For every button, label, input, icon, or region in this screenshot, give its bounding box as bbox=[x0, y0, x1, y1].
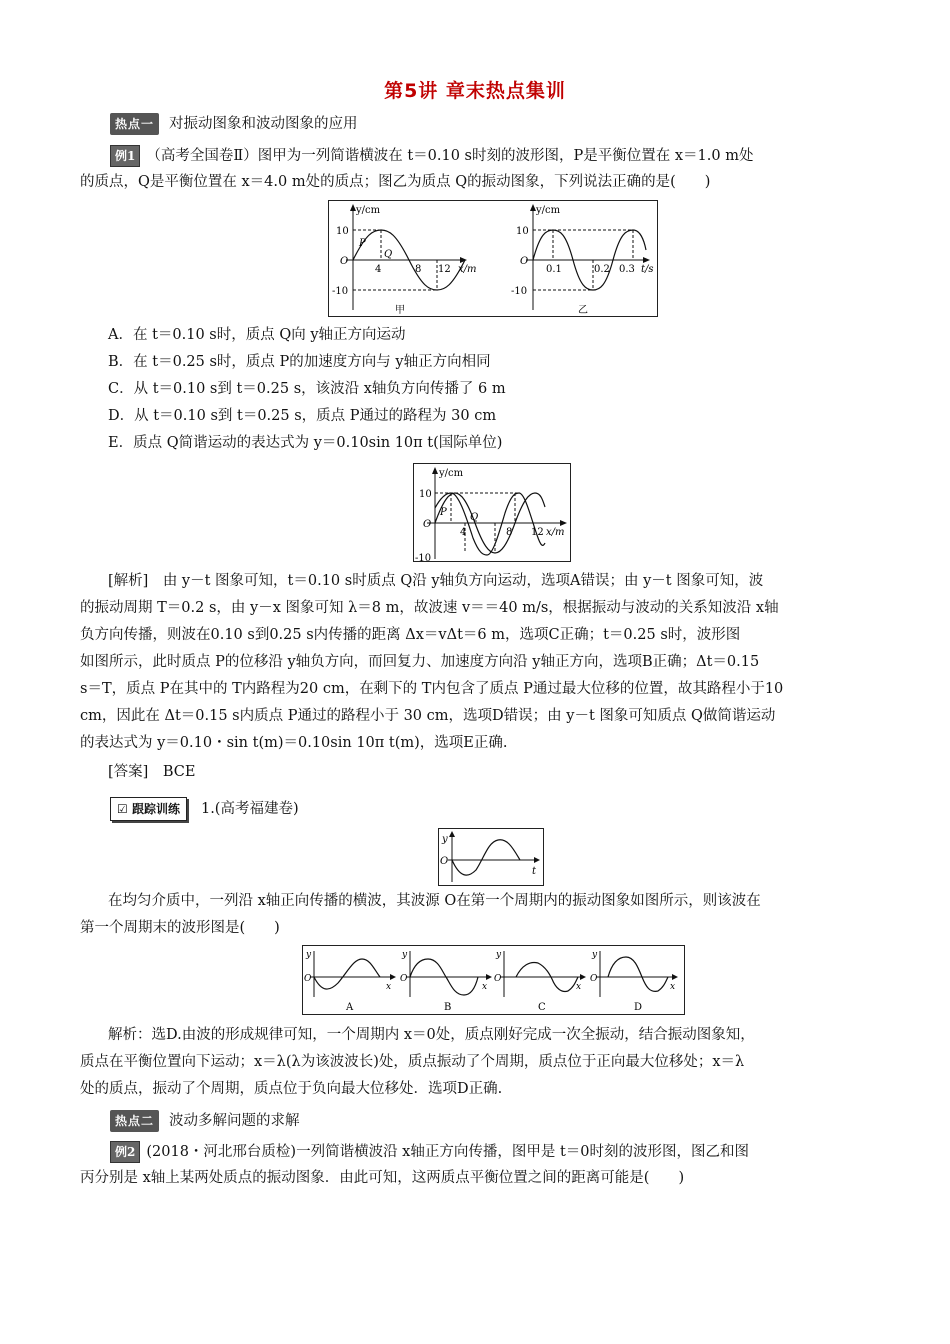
source-y-arrow bbox=[449, 831, 455, 837]
example-2-badge: 例2 bbox=[110, 1141, 140, 1163]
option-d: D．从 t＝0.10 s到 t＝0.25 s，质点 P通过的路程为 30 cm bbox=[108, 408, 497, 424]
analysis-1-line-5: s＝T，质点 P在其中的 T内路程为20 cm，在剩下的 T内包含了质点 P通过最大位移的位置，故其路程小于10 bbox=[80, 681, 784, 697]
check-icon: ☑ bbox=[117, 802, 128, 816]
practice-line-2: 第一个周期末的波形图是( ) bbox=[80, 920, 280, 936]
wave-curve-current bbox=[435, 493, 545, 555]
figure-source-vibration bbox=[438, 828, 544, 886]
example-2-line-1 bbox=[110, 1141, 910, 1163]
analysis-1-line-7: 的表达式为 y＝0.10・sin t(m)＝0.10sin 10π t(m)，选项E正确. bbox=[80, 735, 508, 751]
practice-line-1: 在均匀介质中，一列沿 x轴正向传播的横波，其波源 O在第一个周期内的振动图象如图所示，则该波在 bbox=[108, 893, 761, 909]
jia-tick-3: 12 bbox=[438, 264, 451, 275]
wave-x-arrow bbox=[560, 520, 567, 526]
choice-d-label: D bbox=[634, 1002, 643, 1013]
practice-analysis-2: 质点在平衡位置向下运动；x＝λ(λ为该波波长)处，质点振动了个周期，质点位于正向最大位移处；x＝λ bbox=[80, 1054, 745, 1070]
example-1-badge: 例1 bbox=[110, 145, 140, 167]
choice-d-y: y bbox=[592, 950, 598, 960]
hotspot-2-badge: 热点二 bbox=[110, 1110, 159, 1132]
wave-tick-3: 12 bbox=[531, 527, 544, 538]
practice-item: 1.(高考福建卷) bbox=[200, 801, 299, 817]
analysis-1-line-6: cm，因此在 Δt＝0.15 s内质点 P通过的路程小于 30 cm，选项D错误；由 y－t 图象可知质点 Q做简谐运动 bbox=[80, 708, 776, 724]
yi-x-arrow bbox=[643, 257, 650, 263]
hotspot-1-heading bbox=[110, 113, 910, 135]
yi-origin: O bbox=[520, 256, 529, 267]
jia-origin: O bbox=[340, 256, 349, 267]
analysis-1-line-4: 如图所示，此时质点 P的位移沿 y轴负方向，而回复力、加速度方向沿 y轴正方向，选项B正确；Δt＝0.15 bbox=[80, 654, 760, 670]
option-c: C．从 t＝0.10 s到 t＝0.25 s，该波沿 x轴负方向传播了 6 m bbox=[108, 381, 506, 397]
answer-1: [答案] BCE bbox=[108, 764, 196, 780]
choice-b-origin: O bbox=[400, 974, 408, 984]
example-1-line-2: 的质点，Q是平衡位置在 x＝4.0 m处的质点；图乙为质点 Q的振动图象，下列说法正确的是( ) bbox=[80, 174, 711, 190]
wave-origin: O bbox=[423, 519, 432, 530]
page-title: 第5讲 章末热点集训 bbox=[384, 80, 566, 102]
jia-ylabel: y/cm bbox=[356, 205, 381, 216]
example-2-line-2: 丙分别是 x轴上某两处质点的振动图象．由此可知，这两质点平衡位置之间的距离可能是( ) bbox=[80, 1170, 685, 1186]
choice-a-origin: O bbox=[304, 974, 312, 984]
choice-b-x-arrow bbox=[486, 974, 492, 980]
yi-xlabel: t/s bbox=[641, 264, 654, 275]
wave-ypos: 10 bbox=[419, 489, 432, 500]
source-frame bbox=[439, 829, 544, 886]
choice-b-y: y bbox=[402, 950, 408, 960]
choice-d-x-arrow bbox=[672, 974, 678, 980]
option-e: E．质点 Q简谐运动的表达式为 y＝0.10sin 10π t(国际单位) bbox=[108, 435, 503, 451]
choice-d-curve bbox=[608, 957, 668, 991]
choice-a-x-arrow bbox=[390, 974, 396, 980]
waveform-frame bbox=[414, 464, 571, 562]
choice-b-graph bbox=[400, 950, 492, 1013]
wave-tick-1: 4 bbox=[460, 527, 467, 538]
option-a: A．在 t＝0.10 s时，质点 Q向 y轴正方向运动 bbox=[108, 327, 406, 343]
wave-xlabel: x/m bbox=[546, 527, 565, 538]
hotspot-1-title: 对振动图象和波动图象的应用 bbox=[169, 116, 358, 132]
jia-point-p: P bbox=[359, 238, 366, 249]
yi-caption: 乙 bbox=[578, 305, 588, 316]
hotspot-2-title: 波动多解问题的求解 bbox=[169, 1113, 300, 1129]
practice-badge-label: 跟踪训练 bbox=[131, 802, 180, 816]
hotspot-1-badge: 热点一 bbox=[110, 113, 159, 135]
source-t-arrow bbox=[534, 857, 540, 863]
example-1-line-1 bbox=[110, 145, 910, 167]
jia-tick-1: 4 bbox=[375, 264, 382, 275]
choice-c-x: x bbox=[576, 982, 582, 992]
yi-tick-1: 0.1 bbox=[546, 264, 562, 275]
yi-yneg: -10 bbox=[511, 286, 528, 297]
jia-tick-2: 8 bbox=[415, 264, 422, 275]
practice-heading bbox=[110, 797, 910, 821]
hotspot-2-heading bbox=[110, 1110, 910, 1132]
choice-a-graph bbox=[304, 950, 396, 1013]
figure-jia-yi bbox=[328, 200, 658, 318]
wave-tick-2: 8 bbox=[506, 527, 513, 538]
example-1-text-1: （高考全国卷Ⅱ）图甲为一列简谐横波在 t＝0.10 s时刻的波形图，P是平衡位置在 x＝1.0 m处 bbox=[146, 148, 754, 164]
choice-c-label: C bbox=[538, 1002, 546, 1013]
choice-c-x-arrow bbox=[580, 974, 586, 980]
jia-caption: 甲 bbox=[395, 305, 405, 316]
choice-a-label: A bbox=[346, 1002, 354, 1013]
wave-point-q: Q bbox=[470, 512, 479, 523]
choice-c-y: y bbox=[496, 950, 502, 960]
choice-a-curve bbox=[314, 959, 380, 989]
yi-ypos: 10 bbox=[516, 226, 529, 237]
choice-b-x: x bbox=[482, 982, 488, 992]
graph-jia bbox=[332, 204, 477, 316]
analysis-1-line-1: [解析] 由 y－t 图象可知，t＝0.10 s时质点 Q沿 y轴负方向运动，选项A错误；由 y－t 图象可知，波 bbox=[108, 573, 764, 589]
yi-tick-2: 0.2 bbox=[594, 264, 610, 275]
source-ylabel: y bbox=[442, 834, 448, 845]
option-b: B．在 t＝0.25 s时，质点 P的加速度方向与 y轴正方向相同 bbox=[108, 354, 491, 370]
source-curve bbox=[452, 840, 520, 875]
practice-badge bbox=[110, 797, 187, 821]
choice-d-x: x bbox=[670, 982, 676, 992]
source-tlabel: t bbox=[532, 866, 537, 877]
choice-d-origin: O bbox=[590, 974, 598, 984]
choice-d-graph bbox=[590, 950, 678, 1013]
jia-ypos: 10 bbox=[336, 226, 349, 237]
figure-frame bbox=[329, 201, 658, 317]
jia-yneg: -10 bbox=[332, 286, 349, 297]
practice-analysis-3: 处的质点，振动了个周期，质点位于负向最大位移处．选项D正确. bbox=[80, 1081, 503, 1097]
example-2-text-1: (2018・河北邢台质检)一列简谐横波沿 x轴正方向传播，图甲是 t＝0时刻的波形图，图乙和图 bbox=[146, 1144, 750, 1160]
choice-c-graph bbox=[494, 950, 586, 1013]
source-origin: O bbox=[440, 856, 449, 867]
practice-analysis-1: 解析：选D.由波的形成规律可知，一个周期内 x＝0处，质点刚好完成一次全振动，结合振动图象知， bbox=[108, 1027, 755, 1043]
figure-waveform bbox=[413, 463, 571, 563]
wave-point-p: P bbox=[440, 507, 447, 518]
yi-tick-3: 0.3 bbox=[619, 264, 635, 275]
yi-ylabel: y/cm bbox=[536, 205, 561, 216]
wave-yneg: -10 bbox=[415, 553, 432, 563]
choice-c-origin: O bbox=[494, 974, 502, 984]
figure-choices bbox=[302, 945, 685, 1015]
choice-a-x: x bbox=[386, 982, 392, 992]
wave-y-arrow bbox=[432, 467, 438, 474]
jia-point-q: Q bbox=[384, 249, 393, 260]
choice-b-label: B bbox=[444, 1002, 452, 1013]
analysis-1-line-3: 负方向传播，则波在0.10 s到0.25 s内传播的距离 Δx＝vΔt＝6 m，选项C正确；t＝0.25 s时，波形图 bbox=[80, 627, 741, 643]
jia-xlabel: x/m bbox=[458, 264, 477, 275]
analysis-1-line-2: 的振动周期 T＝0.2 s，由 y－x 图象可知 λ＝8 m，故波速 v＝＝40 m/s，根据振动与波动的关系知波沿 x轴 bbox=[80, 600, 779, 616]
choice-a-y: y bbox=[306, 950, 312, 960]
wave-ylabel: y/cm bbox=[439, 468, 464, 479]
graph-yi bbox=[511, 204, 654, 316]
